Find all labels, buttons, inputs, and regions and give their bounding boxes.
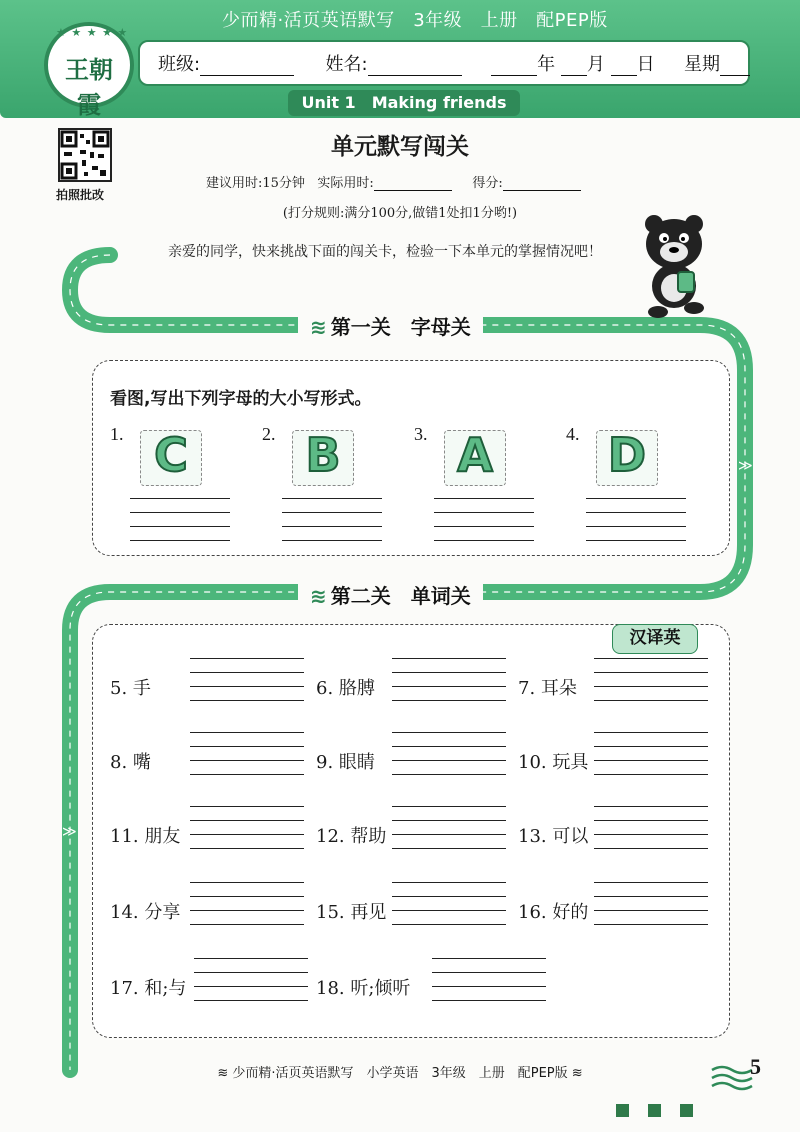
letter-instruction: 看图,写出下列字母的大小写形式。: [110, 389, 372, 409]
writing-line[interactable]: [130, 526, 230, 527]
writing-line[interactable]: [434, 498, 534, 499]
writing-line[interactable]: [190, 848, 304, 849]
letter-a-icon: A: [457, 428, 493, 482]
writing-line[interactable]: [190, 672, 304, 673]
writing-line[interactable]: [594, 732, 708, 733]
writing-line[interactable]: [190, 774, 304, 775]
writing-line[interactable]: [594, 820, 708, 821]
svg-text:≫: ≫: [738, 458, 753, 474]
intro-text: 亲爱的同学，快来挑战下面的闯关卡，检验一下本单元的掌握情况吧！: [168, 244, 602, 260]
writing-line[interactable]: [594, 910, 708, 911]
word-item-label: 14. 分享: [110, 902, 181, 923]
letter-number: 2.: [262, 424, 276, 444]
footer-text: ≋ 少而精·活页英语默写 小学英语 3年级 上册 配PEP版 ≋: [217, 1066, 583, 1081]
writing-line[interactable]: [434, 540, 534, 541]
writing-line[interactable]: [392, 732, 506, 733]
writing-line[interactable]: [392, 672, 506, 673]
writing-line[interactable]: [392, 910, 506, 911]
writing-line[interactable]: [434, 526, 534, 527]
word-item-label: 12. 帮助: [316, 826, 387, 847]
word-item-label: 13. 可以: [518, 826, 589, 847]
logo-stars: ★ ★ ★ ★ ★: [56, 26, 129, 39]
writing-line[interactable]: [392, 686, 506, 687]
score-label: 得分:: [472, 176, 503, 191]
writing-line[interactable]: [190, 760, 304, 761]
writing-line[interactable]: [432, 986, 546, 987]
letter-item: [566, 424, 716, 554]
word-item-label: 5. 手: [110, 678, 151, 699]
writing-line[interactable]: [594, 746, 708, 747]
section2-title-text: 第二关 单词关: [330, 584, 471, 608]
writing-line[interactable]: [130, 540, 230, 541]
section1-title: [298, 311, 483, 340]
writing-line[interactable]: [594, 896, 708, 897]
writing-line[interactable]: [434, 512, 534, 513]
writing-line[interactable]: [594, 760, 708, 761]
page-title: 单元默写闯关: [331, 134, 469, 160]
wave-icon: ≋: [310, 315, 327, 339]
class-label: 班级:: [158, 54, 201, 75]
corner-mark: [648, 1104, 661, 1117]
writing-line[interactable]: [190, 896, 304, 897]
writing-line[interactable]: [190, 820, 304, 821]
writing-line[interactable]: [594, 700, 708, 701]
letter-d-icon: D: [607, 428, 647, 482]
corner-mark: [680, 1104, 693, 1117]
writing-line[interactable]: [392, 746, 506, 747]
writing-line[interactable]: [594, 672, 708, 673]
writing-line[interactable]: [392, 848, 506, 849]
letter-c-icon: C: [154, 428, 188, 482]
bear-mascot-icon: [636, 210, 716, 320]
name-label: 姓名:: [325, 54, 368, 75]
writing-line[interactable]: [190, 834, 304, 835]
writing-line[interactable]: [190, 686, 304, 687]
writing-line[interactable]: [594, 686, 708, 687]
letter-item: [414, 424, 564, 554]
week-label: 星期: [684, 54, 721, 75]
writing-line[interactable]: [594, 658, 708, 659]
writing-line[interactable]: [586, 540, 686, 541]
qr-caption: 拍照批改: [56, 188, 105, 202]
wave-icon: ≋: [310, 584, 327, 608]
writing-line[interactable]: [392, 834, 506, 835]
word-item-label: 18. 听;倾听: [316, 978, 411, 999]
logo-text: 王朝霞: [65, 55, 113, 119]
month-label: 月: [586, 54, 605, 75]
letter-number: 4.: [566, 424, 580, 444]
word-item-label: 17. 和;与: [110, 978, 187, 999]
writing-line[interactable]: [392, 700, 506, 701]
word-item-label: 6. 胳膊: [316, 678, 375, 699]
writing-line[interactable]: [392, 806, 506, 807]
letter-b-icon: B: [305, 428, 341, 482]
unit-title: Unit 1 Making friends: [288, 90, 520, 116]
writing-line[interactable]: [392, 820, 506, 821]
letter-number: 3.: [414, 424, 428, 444]
writing-line[interactable]: [392, 896, 506, 897]
letter-number: 1.: [110, 424, 124, 444]
corner-mark: [616, 1104, 629, 1117]
writing-line[interactable]: [594, 882, 708, 883]
writing-line[interactable]: [190, 882, 304, 883]
writing-line[interactable]: [432, 958, 546, 959]
writing-line[interactable]: [586, 526, 686, 527]
page-number: 5: [750, 1054, 761, 1079]
writing-line[interactable]: [594, 848, 708, 849]
writing-line[interactable]: [392, 658, 506, 659]
writing-line[interactable]: [194, 986, 308, 987]
writing-line[interactable]: [190, 806, 304, 807]
writing-line[interactable]: [194, 972, 308, 973]
writing-line[interactable]: [282, 498, 382, 499]
writing-line[interactable]: [190, 746, 304, 747]
letter-item: [110, 424, 260, 554]
day-label: 日: [636, 54, 655, 75]
word-item-label: 7. 耳朵: [518, 678, 577, 699]
writing-line[interactable]: [432, 1000, 546, 1001]
writing-line[interactable]: [190, 732, 304, 733]
footer-waves-icon: [710, 1064, 754, 1094]
scoring-rule: (打分规则:满分100分,做错1处扣1分哟!): [282, 206, 518, 221]
writing-line[interactable]: [594, 924, 708, 925]
word-item-label: 8. 嘴: [110, 752, 151, 773]
svg-text:≫: ≫: [62, 824, 77, 840]
letter-item: [262, 424, 412, 554]
writing-line[interactable]: [392, 774, 506, 775]
writing-line[interactable]: [392, 760, 506, 761]
suggested-time: 建议用时:15分钟: [206, 176, 305, 191]
section1-title-text: 第一关 字母关: [330, 315, 471, 339]
word-item-label: 16. 好的: [518, 902, 589, 923]
word-item-label: 11. 朋友: [110, 826, 181, 847]
writing-line[interactable]: [130, 512, 230, 513]
writing-line[interactable]: [586, 512, 686, 513]
year-label: 年: [537, 54, 556, 75]
writing-line[interactable]: [282, 540, 382, 541]
writing-line[interactable]: [194, 958, 308, 959]
writing-line[interactable]: [282, 526, 382, 527]
writing-line[interactable]: [190, 910, 304, 911]
writing-line[interactable]: [594, 806, 708, 807]
writing-line[interactable]: [194, 1000, 308, 1001]
writing-line[interactable]: [594, 834, 708, 835]
writing-line[interactable]: [594, 774, 708, 775]
word-item-label: 9. 眼睛: [316, 752, 375, 773]
writing-line[interactable]: [282, 512, 382, 513]
writing-line[interactable]: [392, 882, 506, 883]
writing-line[interactable]: [392, 924, 506, 925]
writing-line[interactable]: [130, 498, 230, 499]
word-item-label: 15. 再见: [316, 902, 387, 923]
writing-line[interactable]: [432, 972, 546, 973]
writing-line[interactable]: [190, 658, 304, 659]
word-item-label: 10. 玩具: [518, 752, 589, 773]
actual-time-label: 实际用时:: [317, 176, 374, 191]
series-title: 少而精·活页英语默写 3年级 上册 配PEP版: [222, 10, 608, 31]
translate-tag: 汉译英: [612, 624, 698, 654]
writing-line[interactable]: [190, 924, 304, 925]
section2-title: [298, 580, 483, 609]
writing-line[interactable]: [190, 700, 304, 701]
writing-line[interactable]: [586, 498, 686, 499]
